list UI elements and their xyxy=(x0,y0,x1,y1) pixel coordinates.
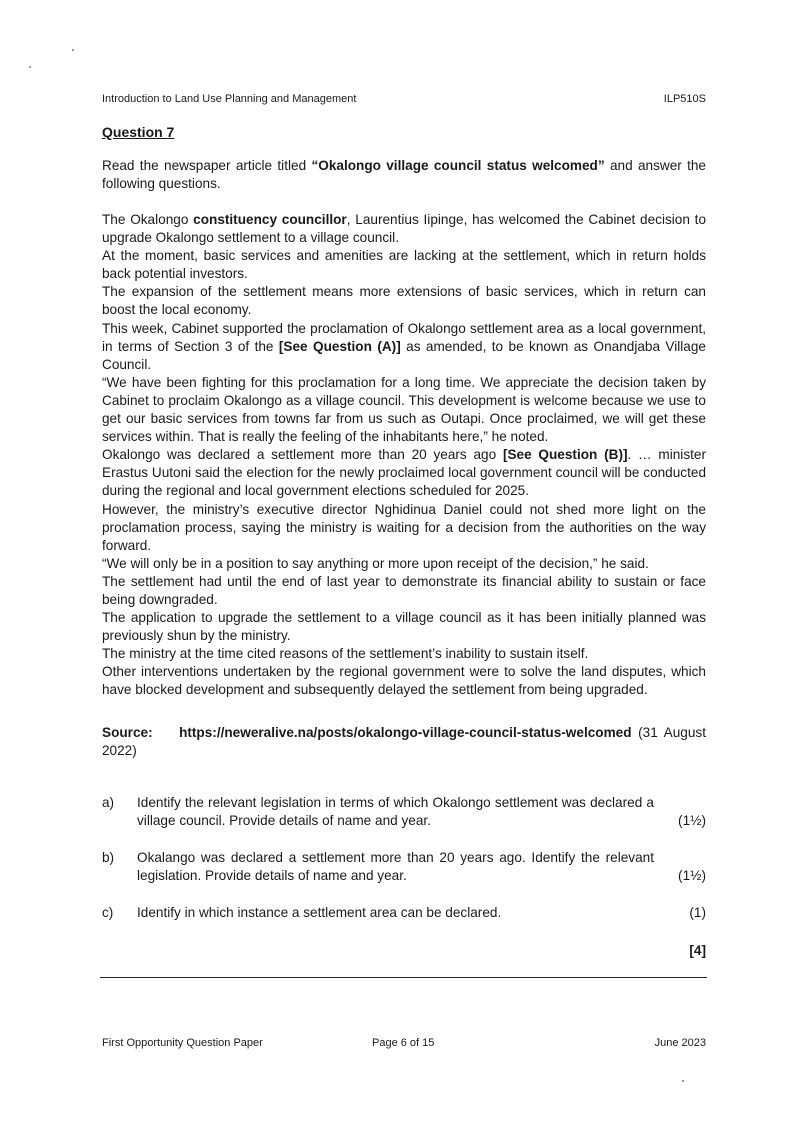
article-paragraph: The Okalongo constituency councillor, Laurentius Iipinge, has welcomed the Cabinet decision to upgrade Okalongo settlement to a village council. xyxy=(102,212,707,246)
question-intro: Read the newspaper article titled “Okalongo village council status welcomed” and answer the following questions. xyxy=(102,158,706,192)
scan-speck xyxy=(29,66,31,68)
sub-question-letter: b) xyxy=(102,850,115,865)
article-paragraph: At the moment, basic services and amenities are lacking at the settlement, which in return holds back potential investors. xyxy=(102,248,706,282)
article-paragraph: The application to upgrade the settlement to a village council as it has been initially planned was previously shun by the ministry. xyxy=(102,610,706,644)
sub-question-b xyxy=(102,849,706,885)
total-marks: [4] xyxy=(689,943,706,958)
article-paragraph: The settlement had until the end of last year to demonstrate its financial ability to sustain or face being downgraded. xyxy=(102,573,706,607)
sub-question-marks: (1) xyxy=(689,904,706,920)
course-title: Introduction to Land Use Planning and Management xyxy=(102,93,357,105)
article-paragraph: However, the ministry’s executive director Nghidinua Daniel could not shed more light on the proclamation process, saying the ministry is waiting for a decision from the authorities on the way forward. xyxy=(102,501,706,553)
sub-question-text: Okalango was declared a settlement more than 20 years ago. Identify the relevant legislation. Provide details of name and year. xyxy=(137,850,654,884)
scan-speck xyxy=(72,49,74,51)
article-paragraph: “We will only be in a position to say anything or more upon receipt of the decision,” he said. xyxy=(102,555,649,571)
section-divider xyxy=(100,977,707,978)
footer-date: June 2023 xyxy=(654,1037,706,1049)
sub-question-c xyxy=(102,904,706,922)
footer-page-number: Page 6 of 15 xyxy=(372,1037,435,1049)
article-title: “Okalongo village council status welcomed” xyxy=(311,158,605,173)
source-citation xyxy=(102,724,706,760)
sub-question-letter: a) xyxy=(102,795,115,810)
sub-question-marks: (1½) xyxy=(678,812,706,828)
source-date: (31 August 2022) xyxy=(102,725,706,759)
article-paragraph: Other interventions undertaken by the regional government were to solve the land disputes, which have blocked development and subsequently delayed the settlement from being upgraded. xyxy=(102,664,706,698)
article-text xyxy=(102,211,706,700)
article-paragraph: “We have been fighting for this proclamation for a long time. We appreciate the decision taken by Cabinet to proclaim Okalongo as a village council. This development is welcome because we use to get our basic services from towns far from us such as Outapi. Once proclaimed, we will get these services within. That is really the feeling of the inhabitants here,” he noted. xyxy=(102,374,706,445)
article-paragraph: The ministry at the time cited reasons of the settlement’s inability to sustain itself. xyxy=(102,646,589,662)
sub-question-a xyxy=(102,794,706,830)
source-label: Source: xyxy=(102,725,153,740)
scan-speck xyxy=(682,1080,684,1082)
source-url: https://neweralive.na/posts/okalongo-village-council-status-welcomed xyxy=(179,725,632,740)
sub-question-letter: c) xyxy=(102,905,114,920)
sub-question-text: Identify in which instance a settlement area can be declared. xyxy=(137,905,502,920)
article-paragraph: This week, Cabinet supported the proclamation of Okalongo settlement area as a local government, in terms of Section 3 of the [See Question (A)] as amended, to be known as Onandjaba Village Council. xyxy=(102,320,706,372)
course-code: ILP510S xyxy=(663,93,706,105)
footer-paper-type: First Opportunity Question Paper xyxy=(102,1037,263,1049)
sub-question-text: Identify the relevant legislation in terms of which Okalongo settlement was declared a village council. Provide details of name and year. xyxy=(137,795,654,829)
sub-question-marks: (1½) xyxy=(678,867,706,883)
question-title: Question 7 xyxy=(102,124,175,140)
article-paragraph: The expansion of the settlement means more extensions of basic services, which in return can boost the local economy. xyxy=(102,284,706,318)
article-paragraph: Okalongo was declared a settlement more than 20 years ago [See Question (B)]. … minister Erastus Uutoni said the election for the newly proclaimed local government council will be conducted during the regional and local government elections scheduled for 2025. xyxy=(102,447,706,499)
